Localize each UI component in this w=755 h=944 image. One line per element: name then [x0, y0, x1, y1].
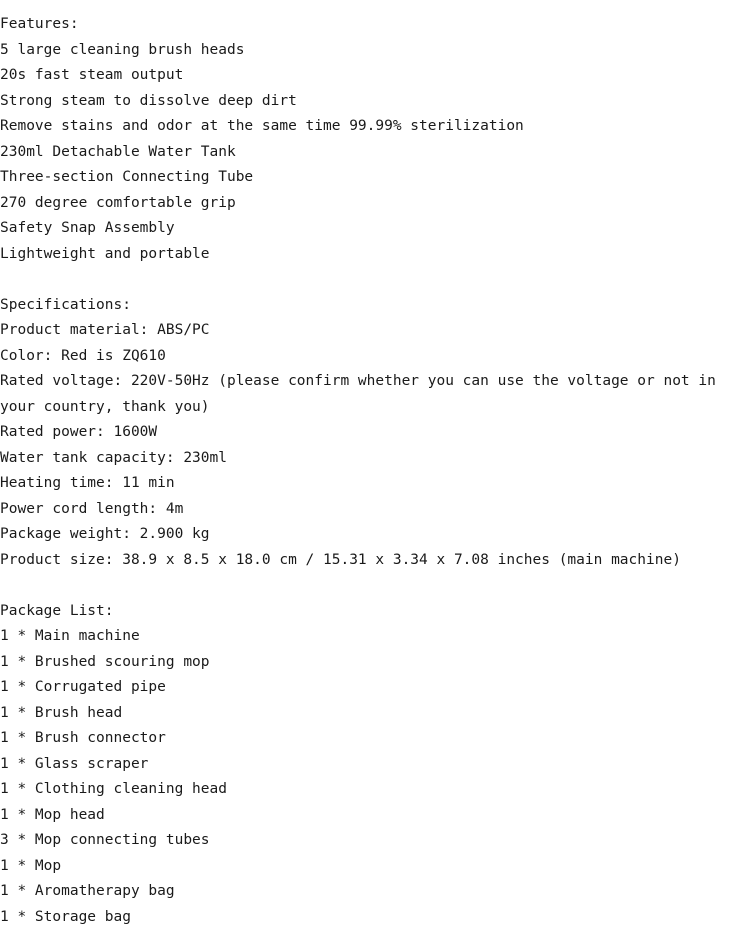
package-item: 1 * Main machine [0, 628, 140, 644]
package-item: 1 * Corrugated pipe [0, 679, 166, 695]
package-item: 1 * Storage bag [0, 908, 131, 925]
product-description [0, 12, 755, 930]
feature-item: 270 degree comfortable grip [0, 194, 236, 211]
specifications-heading: Specifications: [0, 296, 131, 313]
specifications-section [0, 293, 755, 574]
feature-item: 20s fast steam output [0, 67, 184, 83]
package-item: 1 * Clothing cleaning head [0, 781, 227, 797]
features-heading: Features: [0, 16, 79, 32]
spec-item: Product material: ABS/PC [0, 322, 210, 338]
spec-item: Power cord length: 4m [0, 500, 184, 517]
package-item: 1 * Aromatherapy bag [0, 883, 175, 899]
package-item: 1 * Brushed scouring mop [0, 653, 210, 670]
package-list-heading: Package List: [0, 602, 114, 619]
spec-item: Rated power: 1600W [0, 424, 158, 440]
feature-item: Lightweight and portable [0, 245, 210, 262]
package-item: 1 * Glass scraper [0, 755, 149, 772]
feature-item: 5 large cleaning brush heads [0, 41, 245, 58]
package-item: 1 * Brush head [0, 704, 123, 721]
spec-item: Product size: 38.9 x 8.5 x 18.0 cm / 15.31 x 3.34 x 7.08 inches (main machine) [0, 551, 681, 568]
feature-item: Safety Snap Assembly [0, 220, 175, 236]
package-item: 1 * Mop [0, 857, 62, 874]
feature-item: Remove stains and odor at the same time 99.99% sterilization [0, 118, 524, 134]
package-item: 1 * Brush connector [0, 730, 166, 746]
feature-item: 230ml Detachable Water Tank [0, 143, 236, 160]
section-spacer [0, 573, 755, 599]
features-section [0, 12, 755, 267]
feature-item: Three-section Connecting Tube [0, 169, 254, 185]
spec-item-rated-voltage: Rated voltage: 220V-50Hz (please confirm whether you can use the voltage or not in your country, thank you) [0, 373, 716, 415]
spec-item: Package weight: 2.900 kg [0, 526, 210, 542]
spec-item: Color: Red is ZQ610 [0, 347, 166, 364]
package-list-section [0, 599, 755, 931]
spec-item: Heating time: 11 min [0, 475, 175, 491]
package-item: 1 * Mop head [0, 806, 105, 823]
feature-item: Strong steam to dissolve deep dirt [0, 92, 297, 109]
section-spacer [0, 267, 755, 293]
spec-item: Water tank capacity: 230ml [0, 449, 227, 466]
package-item: 3 * Mop connecting tubes [0, 832, 210, 848]
